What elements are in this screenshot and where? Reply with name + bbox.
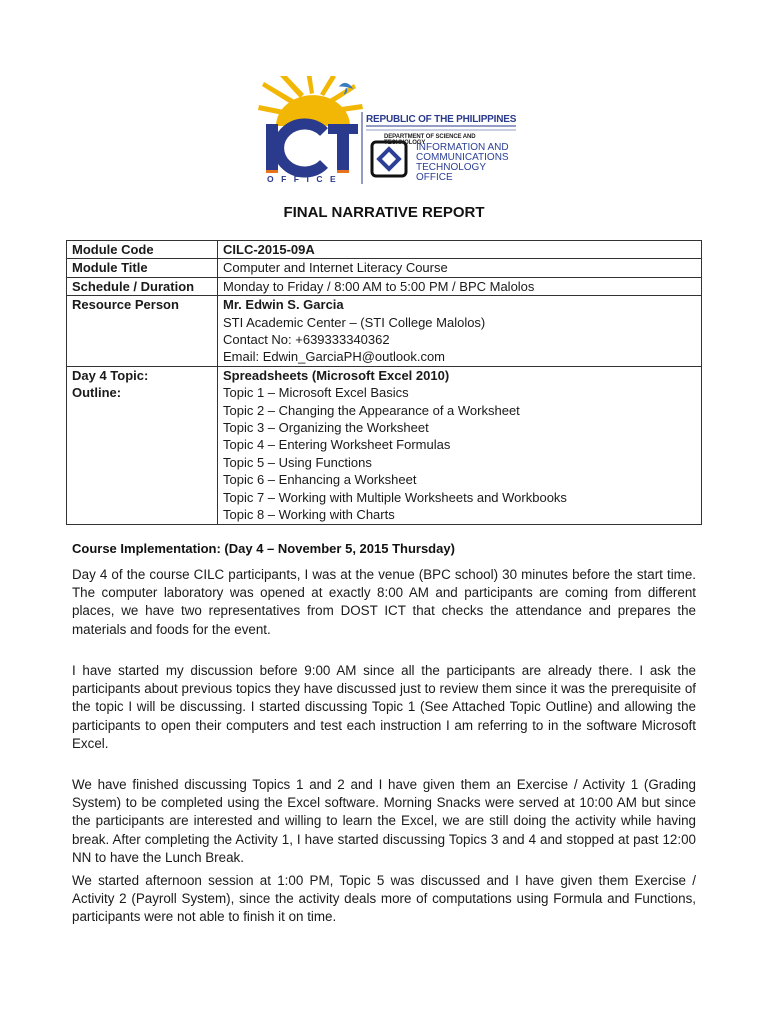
office-line: TECHNOLOGY	[416, 162, 487, 173]
resource-person-label: Resource Person	[67, 296, 218, 367]
topic-item: Topic 5 – Using Functions	[223, 454, 372, 470]
resource-org: STI Academic Center – (STI College Malolos)	[223, 314, 486, 330]
module-info-table	[66, 240, 702, 525]
implementation-date: (Day 4 – November 5, 2015 Thursday)	[224, 541, 455, 556]
republic-label: REPUBLIC OF THE PHILIPPINES	[366, 114, 517, 125]
report-title: FINAL NARRATIVE REPORT	[283, 204, 485, 221]
topic-item: Topic 8 – Working with Charts	[223, 507, 395, 523]
topic-labels	[67, 366, 218, 524]
resource-person-details	[218, 296, 702, 367]
narrative-paragraph: We have finished discussing Topics 1 and 2 and I have given them an Exercise / Activity 1 (Grading System) to be completed using the Excel software. Morning Snacks were served at 10:00 AM but since the participants are interested and willing to learn the Excel, we are still doing the activity while having break. After completing the Activity 1, I have started discussing Topics 3 and 4 and stopped at past 12:00 NN to have the Lunch Break.	[72, 777, 696, 865]
module-code-value: CILC-2015-09A	[218, 241, 702, 259]
ict-office-word: OFFICE	[267, 174, 344, 184]
module-title-value: Computer and Internet Literacy Course	[218, 259, 702, 277]
day-topic-label: Day 4 Topic:	[72, 367, 149, 383]
table-row	[67, 277, 702, 295]
office-name	[416, 143, 509, 183]
narrative-paragraph: I have started my discussion before 9:00 AM since all the participants are already there. I ask the participants about previous topics they have discussed just to review them since it was the prerequisite of the topic I will be discussing. I started discussing Topic 1 (See Attached Topic Outline) and allowing the participants to open their computers and test each instruction I am referring to in the software Microsoft Excel.	[72, 663, 696, 751]
narrative-paragraph: Day 4 of the course CILC participants, I was at the venue (BPC school) 30 minutes before the start time. The computer laboratory was opened at exactly 8:00 AM and participants are coming from different places, we have two representatives from DOST ICT that checks the attendance and prepares the materials and foods for the event.	[72, 567, 696, 637]
ict-office-logo	[258, 76, 518, 188]
office-line: OFFICE	[416, 172, 453, 183]
topic-item: Topic 6 – Enhancing a Worksheet	[223, 472, 417, 488]
narrative-paragraph: We started afternoon session at 1:00 PM, Topic 5 was discussed and I have given them Exercise / Activity 2 (Payroll System), since the activity deals more of computations using Formula and Functions, participants were not able to finish it on time.	[72, 873, 696, 925]
schedule-label: Schedule / Duration	[67, 277, 218, 295]
schedule-value: Monday to Friday / 8:00 AM to 5:00 PM / BPC Malolos	[218, 277, 702, 295]
topic-item: Topic 7 – Working with Multiple Worksheets and Workbooks	[223, 489, 567, 505]
topic-item: Topic 2 – Changing the Appearance of a Worksheet	[223, 402, 520, 418]
topic-item: Topic 3 – Organizing the Worksheet	[223, 420, 429, 436]
topic-heading: Spreadsheets (Microsoft Excel 2010)	[223, 367, 450, 383]
module-code-label: Module Code	[67, 241, 218, 259]
circuit-lines-icon	[290, 136, 314, 163]
ict-emblem-icon	[372, 142, 406, 176]
topic-outline	[218, 366, 702, 524]
table-row	[67, 366, 702, 524]
table-row	[67, 296, 702, 367]
table-row	[67, 241, 702, 259]
office-line: COMMUNICATIONS	[416, 152, 509, 163]
department-label: DEPARTMENT OF SCIENCE AND TECHNOLOGY	[384, 134, 476, 146]
module-title-label: Module Title	[67, 259, 218, 277]
implementation-label: Course Implementation:	[72, 541, 221, 556]
outline-label: Outline:	[72, 385, 122, 401]
table-row	[67, 259, 702, 277]
topic-item: Topic 1 – Microsoft Excel Basics	[223, 385, 409, 401]
resource-contact: Contact No: +639333340362	[223, 332, 390, 348]
topic-item: Topic 4 – Entering Worksheet Formulas	[223, 437, 451, 453]
office-line: INFORMATION AND	[416, 142, 509, 153]
course-implementation-heading	[72, 541, 455, 556]
resource-email: Email: Edwin_GarciaPH@outlook.com	[223, 349, 446, 365]
resource-name: Mr. Edwin S. Garcia	[223, 297, 344, 313]
